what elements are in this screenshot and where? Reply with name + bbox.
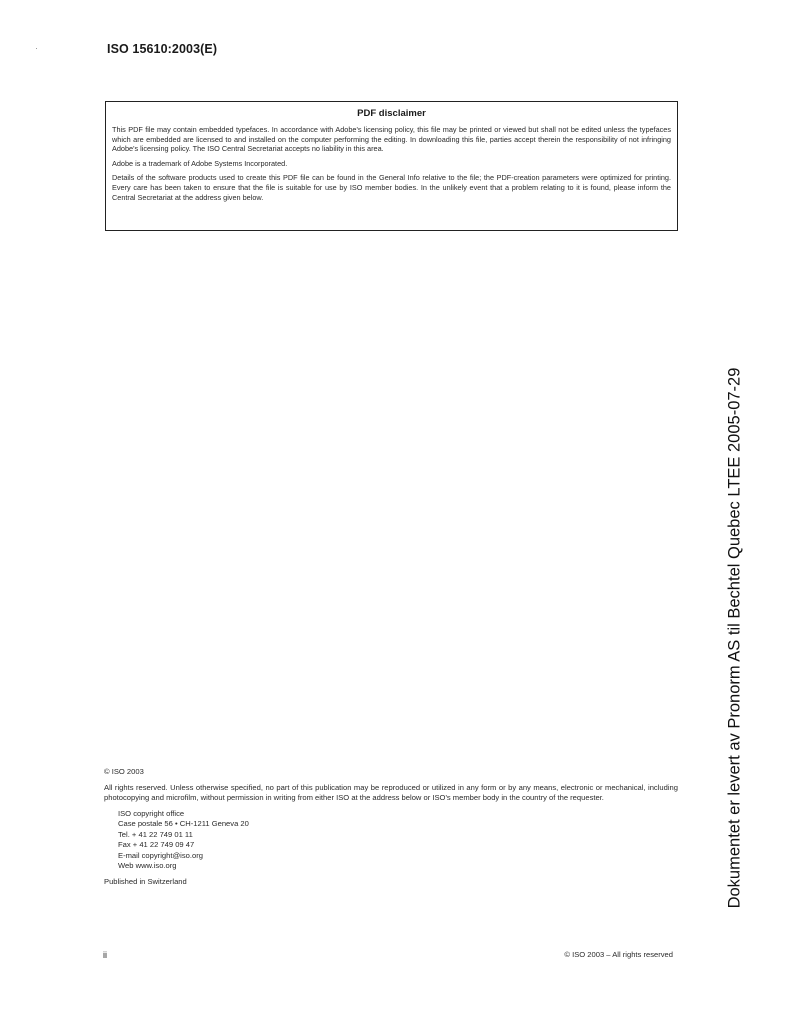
disclaimer-paragraph: This PDF file may contain embedded typefaces. In accordance with Adobe's licensing policy, this file may be printed or viewed but shall not be edited unless the typefaces which are embedded are licensed to and installed on the computer performing the editing. In downloading this file, parties accept therein the responsibility of not infringing Adobe's licensing policy. The ISO Central Secretariat accepts no liability in this area. — [112, 125, 671, 154]
rights-statement: All rights reserved. Unless otherwise specified, no part of this publication may be reproduced or utilized in any form or by any means, electronic or mechanical, including photocopying and microfilm, without permission in writing from either ISO at the address below or ISO's member body in the country of the requester. — [104, 783, 678, 802]
footer-copyright: © ISO 2003 – All rights reserved — [564, 950, 673, 959]
side-stamp-container — [715, 366, 755, 910]
disclaimer-paragraph: Adobe is a trademark of Adobe Systems Incorporated. — [112, 158, 288, 168]
address-line: Case postale 56 • CH-1211 Geneva 20 — [118, 819, 249, 829]
copyright-notice: © ISO 2003 — [104, 767, 144, 776]
address-line: Tel. + 41 22 749 01 11 — [118, 829, 193, 839]
document-header-title: ISO 15610:2003(E) — [107, 42, 218, 56]
iso-address — [118, 809, 678, 871]
address-line: Web www.iso.org — [118, 861, 177, 871]
page-number: ii — [103, 950, 107, 960]
side-delivery-stamp: Dokumentet er levert av Pronorm AS til Bechtel Quebec LTEE 2005-07-29 — [725, 367, 744, 909]
scan-speck — [36, 48, 37, 49]
disclaimer-paragraph: Details of the software products used to create this PDF file can be found in the General Info relative to the file; the PDF-creation parameters were optimized for printing. Every care has been taken to ensure that the file is suitable for use by ISO member bodies. In the unlikely event that a problem relating to it is found, please inform the Central Secretariat at the address given below. — [112, 173, 671, 202]
copyright-block — [104, 767, 678, 887]
pdf-disclaimer-box — [105, 101, 678, 231]
address-line: Fax + 41 22 749 09 47 — [118, 840, 195, 850]
address-line: ISO copyright office — [118, 809, 185, 818]
address-line: E-mail copyright@iso.org — [118, 850, 203, 860]
disclaimer-title: PDF disclaimer — [357, 108, 426, 119]
published-location: Published in Switzerland — [104, 877, 187, 887]
